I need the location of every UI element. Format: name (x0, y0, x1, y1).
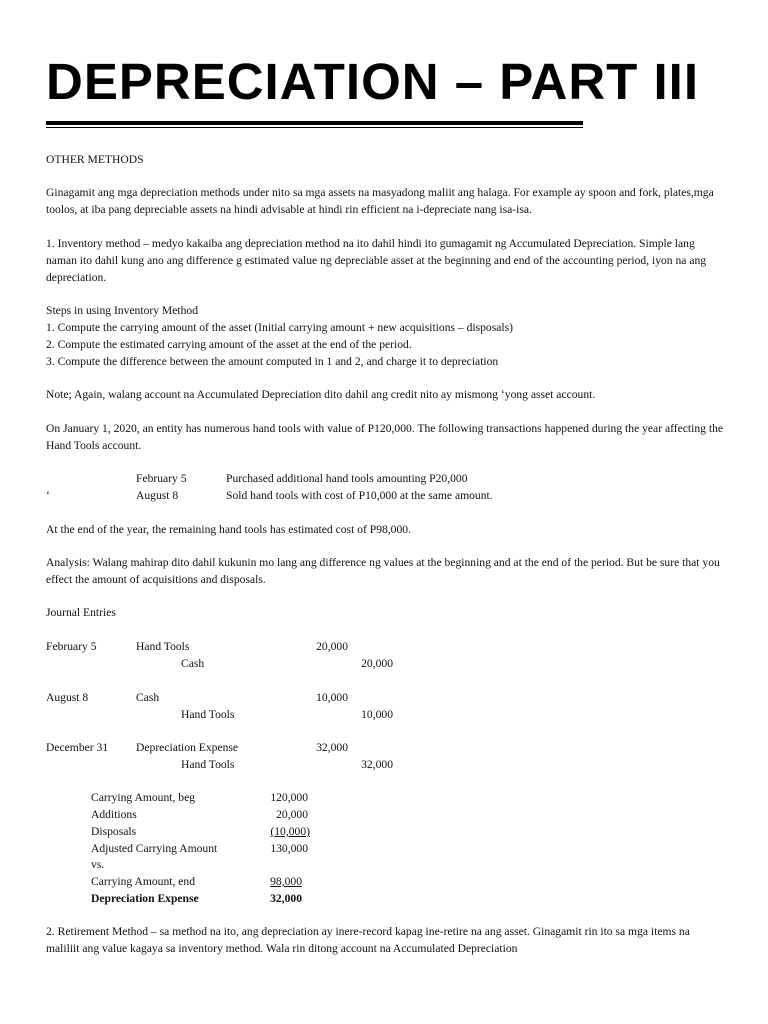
transaction-description: Purchased additional hand tools amounting P20,000 (226, 472, 468, 485)
journal-debit-amount: 32,000 (316, 741, 348, 754)
journal-debit-amount: 10,000 (316, 691, 348, 704)
note-paragraph: Note; Again, walang account na Accumulated Depreciation dito dahil ang credit nito ay mismong ‘yong asset account. (46, 388, 596, 401)
journal-credit-amount: 32,000 (361, 758, 393, 771)
transaction-mark: ‘ (46, 489, 50, 502)
title-rule-thick (46, 121, 583, 125)
journal-debit-account: Cash (136, 691, 160, 704)
computation-value: 20,000 (276, 808, 308, 821)
computation-label: Depreciation Expense (91, 892, 199, 905)
journal-credit-amount: 10,000 (361, 708, 393, 721)
retirement-method-paragraph: 2. Retirement Method – sa method na ito, ang depreciation ay inere-record kapag ine-retire na ang asset. Ginagamit rin ito sa mga items na maliliit ang value kagaya sa inventory method. Wala rin ditong account na Accumulated Depreciation (46, 925, 690, 955)
journal-date: August 8 (46, 691, 89, 704)
steps-heading: Steps in using Inventory Method (46, 304, 198, 317)
journal-credit-amount: 20,000 (361, 657, 393, 670)
journal-debit-account: Hand Tools (136, 640, 190, 653)
inventory-method-paragraph: 1. Inventory method – medyo kakaiba ang depreciation method na ito dahil hindi ito gumagamit ng Accumulated Depreciation. Simple lang naman ito dahil kung ano ang difference g estimated value ng depreciable asset at the beginning and end of the accounting period, iyon na ang depreciation. (46, 237, 707, 284)
transaction-date: August 8 (136, 489, 179, 502)
title-rule-thin (46, 127, 583, 128)
step-item: 3. Compute the difference between the amount computed in 1 and 2, and charge it to depreciation (46, 355, 499, 368)
section-heading: OTHER METHODS (46, 153, 144, 166)
transaction-description: Sold hand tools with cost of P10,000 at the same amount. (226, 489, 493, 502)
journal-credit-account: Cash (181, 657, 205, 670)
transaction-date: February 5 (136, 472, 187, 485)
year-end-paragraph: At the end of the year, the remaining hand tools has estimated cost of P98,000. (46, 523, 411, 536)
computation-value: 98,000 (270, 875, 302, 888)
computation-label: vs. (91, 858, 105, 871)
computation-label: Adjusted Carrying Amount (91, 842, 218, 855)
computation-label: Carrying Amount, end (91, 875, 196, 888)
journal-debit-amount: 20,000 (316, 640, 348, 653)
journal-date: December 31 (46, 741, 109, 754)
journal-credit-account: Hand Tools (181, 758, 235, 771)
computation-value: 130,000 (270, 842, 308, 855)
analysis-paragraph: Analysis: Walang mahirap dito dahil kukunin mo lang ang difference ng values at the beginning and at the end of the period. But be sure that you effect the amount of acquisitions and disposals. (46, 556, 720, 586)
journal-credit-account: Hand Tools (181, 708, 235, 721)
journal-date: February 5 (46, 640, 97, 653)
computation-label: Carrying Amount, beg (91, 791, 196, 804)
journal-debit-account: Depreciation Expense (136, 741, 239, 754)
journal-heading: Journal Entries (46, 606, 116, 619)
computation-value: 32,000 (270, 892, 302, 905)
computation-label: Additions (91, 808, 137, 821)
computation-value: 120,000 (270, 791, 308, 804)
step-item: 2. Compute the estimated carrying amount of the asset at the end of the period. (46, 338, 412, 351)
intro-paragraph: Ginagamit ang mga depreciation methods under nito sa mga assets na masyadong maliit ang halaga. For example ay spoon and fork, plates,mga toolos, at iba pang depreciable assets na hindi advisable at hindi rin efficient na i-depreciate nang isa-isa. (46, 186, 714, 216)
step-item: 1. Compute the carrying amount of the asset (Initial carrying amount + new acquisitions – disposals) (46, 321, 513, 334)
problem-paragraph: On January 1, 2020, an entity has numerous hand tools with value of P120,000. The following transactions happened during the year affecting the Hand Tools account. (46, 422, 724, 452)
page-title: DEPRECIATION – PART III (46, 53, 700, 110)
computation-label: Disposals (91, 825, 137, 838)
computation-value: (10,000) (270, 825, 310, 838)
